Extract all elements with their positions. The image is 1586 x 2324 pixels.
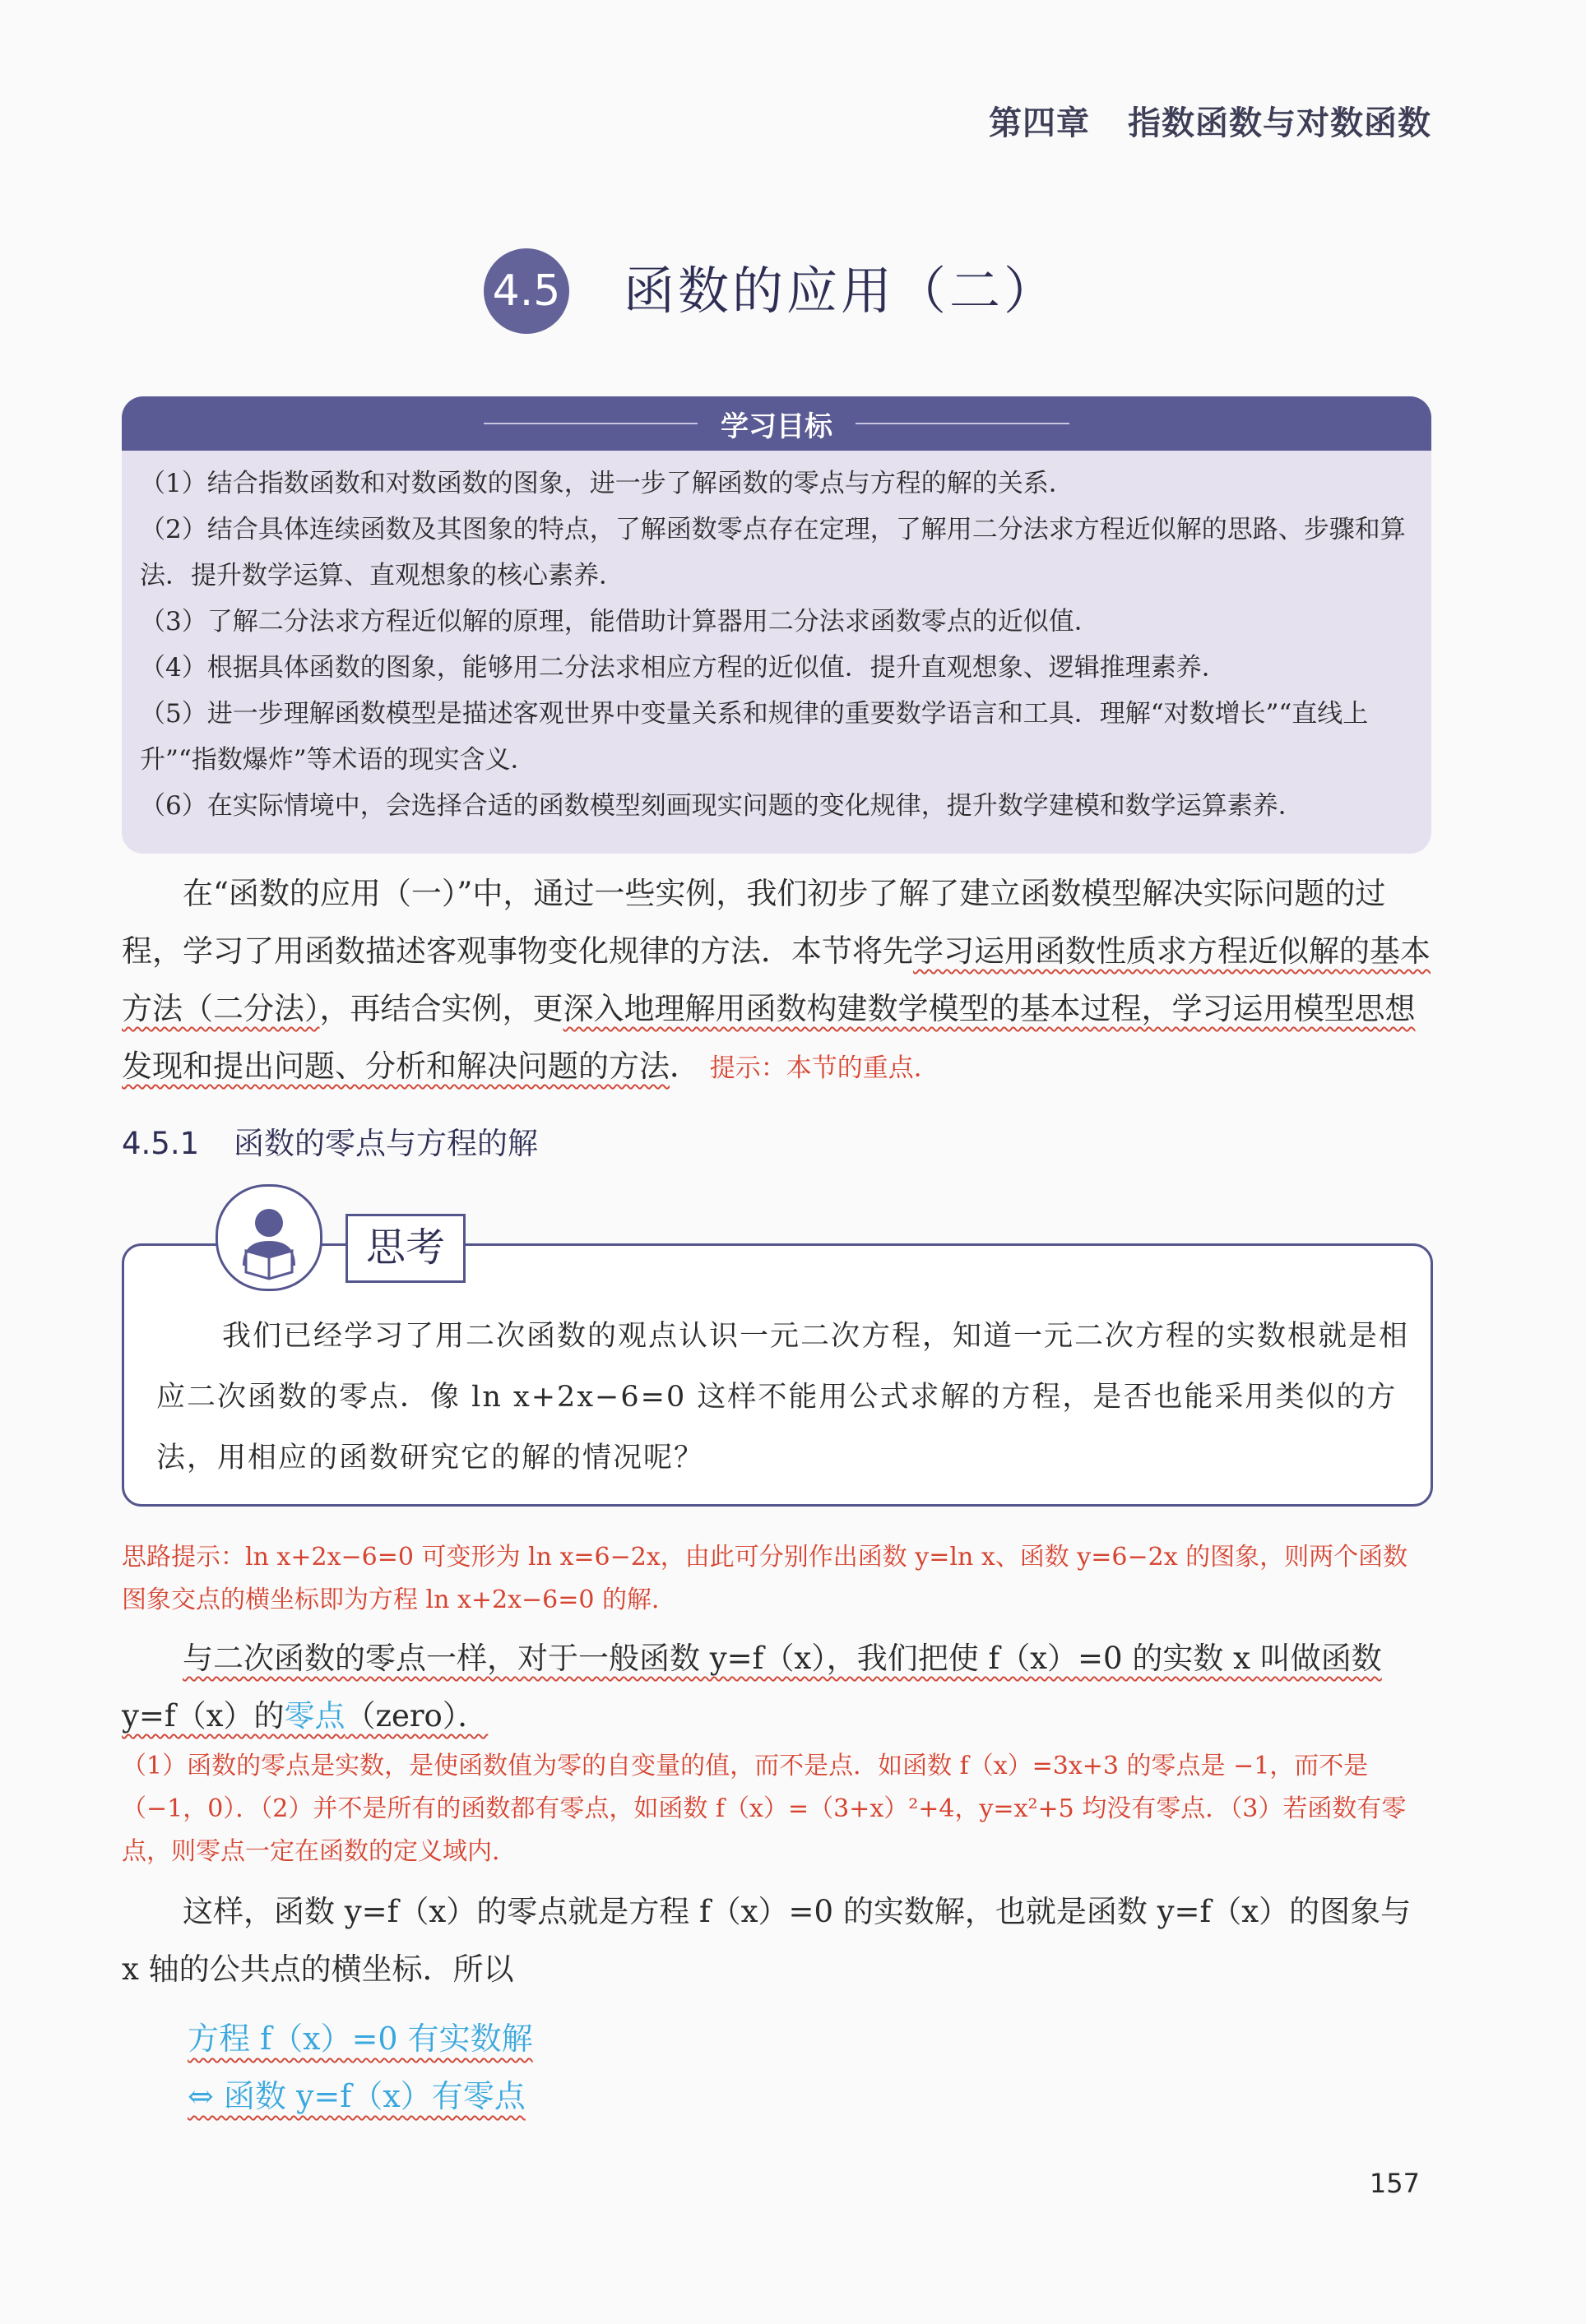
definition-term: 零点 <box>284 1698 345 1734</box>
goal-item: （4）根据具体函数的图象，能够用二分法求相应方程的近似值．提升直观想象、逻辑推理素养． <box>140 653 1227 683</box>
definition-paragraph <box>122 1630 1431 1745</box>
goal-item: （3）了解二分法求方程近似解的原理，能借助计算器用二分法求函数零点的近似值． <box>140 607 1100 637</box>
section-title: 函数的应用（二） <box>624 261 1059 321</box>
header-rule-right <box>856 423 1069 424</box>
think-question: 我们已经学习了用二次函数的观点认识一元二次方程，知道一元二次方程的实数根就是相应二次函数的零点．像 ln x+2x−6=0 这样不能用公式求解的方程，是否也能采用类似的方法，用相应的函数研究它的解的情况呢？ <box>156 1320 1410 1474</box>
page-number: 157 <box>1369 2168 1420 2199</box>
chapter-number: 第四章 <box>989 104 1090 142</box>
intro-emphasis-2: 深入地理解用函数构建数学模型的基本过程，学习运用模型思想发现和提出问题、分析和解决问题的方法 <box>122 991 1416 1084</box>
chapter-title: 指数函数与对数函数 <box>1128 104 1431 142</box>
intro-text-3: ． <box>670 1049 700 1084</box>
conclusion-paragraph: 这样，函数 y=f（x）的零点就是方程 f（x）=0 的实数解，也就是函数 y=f（x）的图象与 x 轴的公共点的横坐标．所以 <box>122 1894 1412 1987</box>
intro-text-1: 在“函数的应用（一）”中，通过一些实例，我们初步了解了建立函数模型解决实际问题的过程，学习了用函数描述客观事物变化规律的方法．本节将先 <box>122 876 1386 969</box>
goal-item: （2）结合具体连续函数及其图象的特点，了解函数零点存在定理，了解用二分法求方程近似解的思路、步骤和算法．提升数学运算、直观想象的核心素养． <box>140 515 1406 590</box>
subsection-number: 4.5.1 <box>122 1126 200 1161</box>
goal-item: （1）结合指数函数和对数函数的图象，进一步了解函数的零点与方程的解的关系． <box>140 469 1074 498</box>
subsection-title: 函数的零点与方程的解 <box>234 1126 538 1161</box>
definition-text: 与二次函数的零点一样，对于一般函数 y=f（x），我们把使 f（x）=0 的实数 x 叫做函数 y=f（x）的 <box>122 1641 1382 1734</box>
intro-text-2: ，再结合实例，更 <box>319 991 563 1026</box>
learning-goals-box <box>122 396 1431 854</box>
intro-emphasis-1: 学习运用函数性质求方程近似解的基本方法（二分法） <box>122 933 1431 1026</box>
learning-goals-title: 学习目标 <box>721 410 832 443</box>
reader-icon <box>216 1184 322 1291</box>
equivalence-text-1: 方程 f（x）=0 有实数解 <box>188 2021 533 2057</box>
goal-item: （5）进一步理解函数模型是描述客观世界中变量关系和规律的重要数学语言和工具．理解“对数增长”“直线上升”“指数爆炸”等术语的现实含义． <box>140 699 1369 775</box>
think-label: 思考 <box>345 1214 466 1283</box>
learning-goals-header <box>122 396 1431 451</box>
intro-hint: 提示：本节的重点． <box>709 1053 939 1083</box>
equivalence-line-2 <box>188 2071 526 2116</box>
chapter-header <box>989 97 1431 144</box>
learning-goals-list <box>122 451 1431 829</box>
header-rule-left <box>484 423 698 424</box>
section-badge: 4.5 <box>484 248 569 334</box>
subsection-heading <box>122 1118 538 1163</box>
reader-icon-graphic <box>218 1187 320 1289</box>
zero-note: （1）函数的零点是实数，是使函数值为零的自变量的值，而不是点．如函数 f（x）=3x+3 的零点是 −1，而不是（−1，0）．（2）并不是所有的函数都有零点，如函数 f（x）=（3+x）²+4，y=x²+5 均没有零点．（3）若函数有零点，则零点一定在函数的定义域内． <box>122 1752 1407 1866</box>
equivalence-text-2: ⇔ 函数 y=f（x）有零点 <box>188 2078 526 2114</box>
intro-paragraph <box>122 865 1431 1097</box>
solution-hint: 思路提示：ln x+2x−6=0 可变形为 ln x=6−2x，由此可分别作出函数 y=ln x、函数 y=6−2x 的图象，则两个函数图象交点的横坐标即为方程 ln x+2x−6=0 的解． <box>122 1543 1408 1614</box>
goal-item: （6）在实际情境中，会选择合适的函数模型刻画现实问题的变化规律，提升数学建模和数学运算素养． <box>140 791 1304 821</box>
definition-tail: （zero）． <box>345 1698 489 1734</box>
equivalence-line-1 <box>188 2013 533 2058</box>
